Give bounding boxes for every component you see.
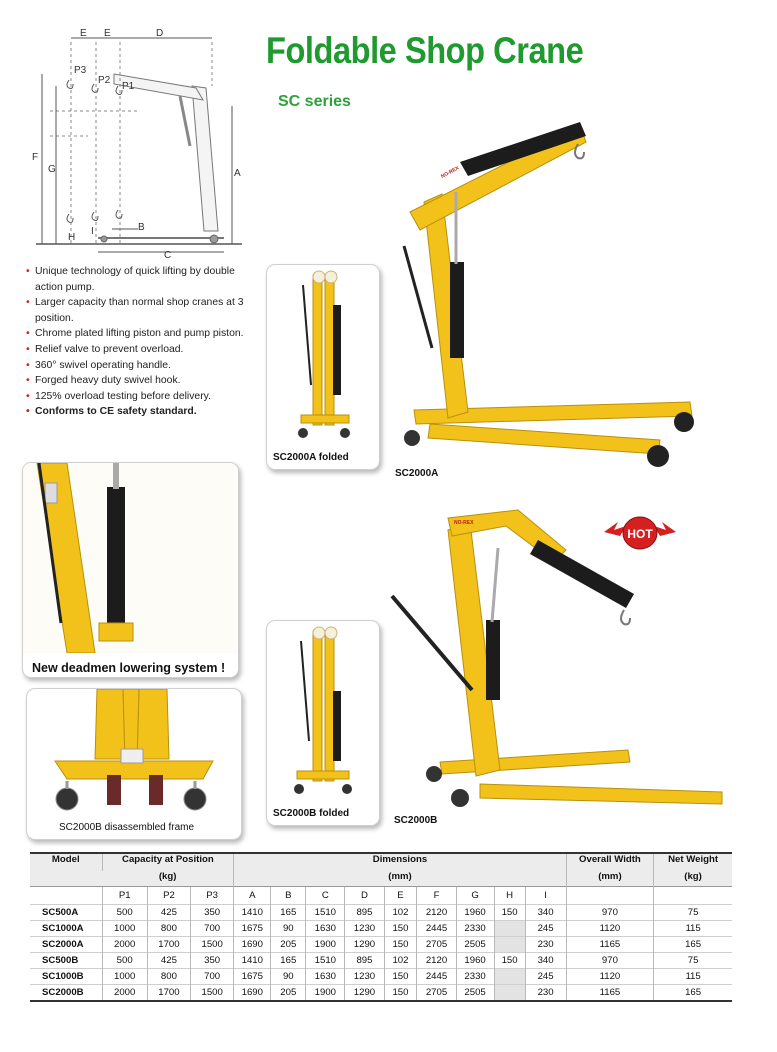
cell-width: 1165 <box>566 985 653 1002</box>
cell-a: 1690 <box>234 937 271 953</box>
cell-f: 2120 <box>417 905 456 921</box>
cell-p3: 1500 <box>191 937 234 953</box>
caption-sc2000b: SC2000B <box>394 815 438 826</box>
cell-weight: 115 <box>654 921 732 937</box>
brand-logo: NO-REX <box>440 165 461 180</box>
cell-e: 150 <box>384 937 417 953</box>
cell-d: 895 <box>345 953 384 969</box>
cell-i: 340 <box>525 953 566 969</box>
subheader-i: I <box>525 887 566 905</box>
cell-d: 1290 <box>345 985 384 1002</box>
photo-card-disassembled <box>26 688 242 840</box>
cell-a: 1675 <box>234 969 271 985</box>
cell-p1: 2000 <box>102 937 147 953</box>
header-weight: Net Weight <box>654 853 732 871</box>
cell-f: 2705 <box>417 937 456 953</box>
feature-item: • Chrome plated lifting piston and pump piston. <box>26 326 251 342</box>
header-model: Model <box>30 853 102 887</box>
cell-model: SC2000A <box>30 937 102 953</box>
table-row <box>30 937 732 953</box>
cell-p2: 800 <box>147 921 190 937</box>
subheader-e: E <box>384 887 417 905</box>
cell-g: 2330 <box>456 969 494 985</box>
cell-f: 2120 <box>417 953 456 969</box>
dim-label-b: B <box>138 222 145 233</box>
feature-list <box>26 264 251 420</box>
subheader-p3: P3 <box>191 887 234 905</box>
cell-width: 1120 <box>566 969 653 985</box>
cell-b: 90 <box>271 969 306 985</box>
dim-label-h: H <box>68 232 76 243</box>
cell-f: 2445 <box>417 969 456 985</box>
dim-label-g: G <box>48 164 56 175</box>
caption-deadmen: New deadmen lowering system ! <box>32 661 226 675</box>
dim-label-e1: E <box>80 28 87 39</box>
subheader-h: H <box>494 887 525 905</box>
subheader-p2: P2 <box>147 887 190 905</box>
hot-badge-text: HOT <box>627 527 653 541</box>
crane-image-sc2000b <box>388 500 726 816</box>
cell-p2: 1700 <box>147 985 190 1002</box>
cell-weight: 75 <box>654 905 732 921</box>
cell-c: 1510 <box>306 905 345 921</box>
cell-p3: 350 <box>191 953 234 969</box>
cell-h: 150 <box>494 905 525 921</box>
cell-g: 2505 <box>456 985 494 1002</box>
cell-p3: 700 <box>191 921 234 937</box>
crane-image-sc2000a <box>390 112 712 472</box>
cell-g: 2505 <box>456 937 494 953</box>
cell-weight: 75 <box>654 953 732 969</box>
cell-b: 165 <box>271 905 306 921</box>
cell-g: 1960 <box>456 953 494 969</box>
caption-disassembled: SC2000B disassembled frame <box>59 822 195 833</box>
feature-item: • Forged heavy duty swivel hook. <box>26 373 251 389</box>
feature-item: • Larger capacity than normal shop cranes at 3 position. <box>26 295 251 326</box>
cell-f: 2445 <box>417 921 456 937</box>
subheader-p1: P1 <box>102 887 147 905</box>
cell-c: 1630 <box>306 921 345 937</box>
cell-g: 1960 <box>456 905 494 921</box>
cell-h <box>494 969 525 985</box>
cell-p2: 800 <box>147 969 190 985</box>
dimension-diagram <box>28 26 256 258</box>
cell-d: 895 <box>345 905 384 921</box>
header-width-unit: (mm) <box>566 871 653 887</box>
subheader-g: G <box>456 887 494 905</box>
cell-p1: 500 <box>102 953 147 969</box>
feature-item: • Unique technology of quick lifting by double action pump. <box>26 264 251 295</box>
subheader-f: F <box>417 887 456 905</box>
cell-width: 1120 <box>566 921 653 937</box>
header-width: Overall Width <box>566 853 653 871</box>
cell-e: 102 <box>384 905 417 921</box>
cell-b: 205 <box>271 937 306 953</box>
cell-p2: 425 <box>147 953 190 969</box>
cell-p2: 425 <box>147 905 190 921</box>
cell-i: 340 <box>525 905 566 921</box>
cell-c: 1900 <box>306 985 345 1002</box>
cell-c: 1510 <box>306 953 345 969</box>
cell-p1: 1000 <box>102 969 147 985</box>
feature-item: • Conforms to CE safety standard. <box>26 404 251 420</box>
dim-label-i: I <box>91 226 94 237</box>
cell-i: 230 <box>525 937 566 953</box>
subheader-b: B <box>271 887 306 905</box>
cell-weight: 115 <box>654 969 732 985</box>
dim-label-p1: P1 <box>122 81 135 92</box>
table-row <box>30 969 732 985</box>
disassembled-frame-image <box>27 689 241 817</box>
header-capacity-unit: (kg) <box>102 871 234 887</box>
cell-c: 1900 <box>306 937 345 953</box>
cell-p1: 1000 <box>102 921 147 937</box>
dim-label-p3: P3 <box>74 65 87 76</box>
page-title: Foldable Shop Crane <box>266 30 584 71</box>
deadmen-closeup-image <box>23 463 238 653</box>
page-subtitle: SC series <box>278 93 351 110</box>
dim-label-f: F <box>32 152 39 163</box>
dim-label-d: D <box>156 28 164 39</box>
cell-a: 1690 <box>234 985 271 1002</box>
cell-d: 1230 <box>345 969 384 985</box>
cell-p1: 2000 <box>102 985 147 1002</box>
header-dimensions: Dimensions <box>234 853 566 871</box>
cell-d: 1230 <box>345 921 384 937</box>
brand-logo-b: NO-REX <box>454 520 474 526</box>
cell-a: 1410 <box>234 953 271 969</box>
cell-p3: 700 <box>191 969 234 985</box>
cell-b: 205 <box>271 985 306 1002</box>
dim-label-a: A <box>234 168 241 179</box>
cell-width: 1165 <box>566 937 653 953</box>
cell-p1: 500 <box>102 905 147 921</box>
header-weight-unit: (kg) <box>654 871 732 887</box>
cell-p2: 1700 <box>147 937 190 953</box>
table-row <box>30 953 732 969</box>
cell-model: SC2000B <box>30 985 102 1002</box>
cell-model: SC500B <box>30 953 102 969</box>
folded-crane-image <box>267 265 379 445</box>
cell-h: 150 <box>494 953 525 969</box>
cell-model: SC1000B <box>30 969 102 985</box>
cell-model: SC500A <box>30 905 102 921</box>
cell-weight: 165 <box>654 985 732 1002</box>
caption-sc2000a: SC2000A <box>395 468 439 479</box>
cell-width: 970 <box>566 953 653 969</box>
photo-card-deadmen <box>22 462 239 678</box>
subheader-a: A <box>234 887 271 905</box>
dim-label-c: C <box>164 250 172 258</box>
photo-card-sc2000b-folded <box>266 620 380 826</box>
caption-sc2000a-folded: SC2000A folded <box>273 452 349 463</box>
cell-weight: 165 <box>654 937 732 953</box>
cell-e: 150 <box>384 969 417 985</box>
feature-item: • 360° swivel operating handle. <box>26 358 251 374</box>
table-row <box>30 905 732 921</box>
cell-i: 230 <box>525 985 566 1002</box>
cell-h <box>494 985 525 1002</box>
cell-i: 245 <box>525 921 566 937</box>
cell-p3: 1500 <box>191 985 234 1002</box>
header-dimensions-unit: (mm) <box>234 871 566 887</box>
cell-g: 2330 <box>456 921 494 937</box>
cell-e: 102 <box>384 953 417 969</box>
cell-e: 150 <box>384 985 417 1002</box>
cell-p3: 350 <box>191 905 234 921</box>
dim-label-p2: P2 <box>98 75 111 86</box>
cell-model: SC1000A <box>30 921 102 937</box>
cell-c: 1630 <box>306 969 345 985</box>
cell-width: 970 <box>566 905 653 921</box>
table-row <box>30 921 732 937</box>
cell-d: 1290 <box>345 937 384 953</box>
cell-f: 2705 <box>417 985 456 1002</box>
cell-i: 245 <box>525 969 566 985</box>
photo-card-sc2000a-folded <box>266 264 380 470</box>
feature-item: • 125% overload testing before delivery. <box>26 389 251 405</box>
dim-label-e2: E <box>104 28 111 39</box>
cell-a: 1410 <box>234 905 271 921</box>
subheader-c: C <box>306 887 345 905</box>
spec-table <box>30 852 732 1002</box>
header-capacity: Capacity at Position <box>102 853 234 871</box>
caption-sc2000b-folded: SC2000B folded <box>273 808 350 819</box>
folded-crane-b-image <box>267 621 379 801</box>
table-row <box>30 985 732 1002</box>
cell-b: 90 <box>271 921 306 937</box>
feature-item: • Relief valve to prevent overload. <box>26 342 251 358</box>
cell-e: 150 <box>384 921 417 937</box>
cell-b: 165 <box>271 953 306 969</box>
cell-h <box>494 921 525 937</box>
cell-a: 1675 <box>234 921 271 937</box>
subheader-d: D <box>345 887 384 905</box>
cell-h <box>494 937 525 953</box>
